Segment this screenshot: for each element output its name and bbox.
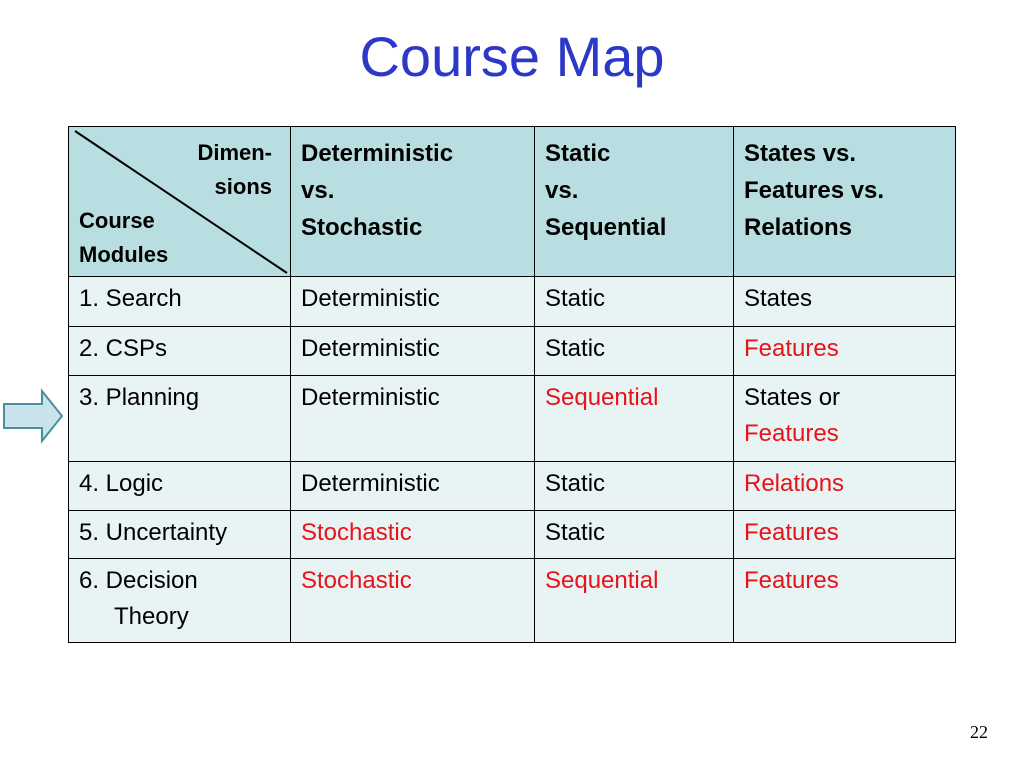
table-row	[69, 277, 956, 327]
representation-cell: Features	[734, 327, 956, 376]
module-cell: 4. Logic	[69, 462, 291, 511]
representation-cell: Features	[734, 511, 956, 559]
column-header-sequentiality: Static vs. Sequential	[535, 127, 734, 277]
module-cell: 6. Decision Theory	[69, 559, 291, 643]
determinism-cell: Stochastic	[291, 559, 535, 643]
course-map-table	[68, 126, 956, 643]
determinism-cell: Deterministic	[291, 327, 535, 376]
table-header-row	[69, 127, 956, 277]
dimensions-label: sions	[214, 174, 272, 199]
module-cell: 2. CSPs	[69, 327, 291, 376]
determinism-cell: Deterministic	[291, 376, 535, 462]
sequentiality-cell: Static	[535, 277, 734, 327]
table-row	[69, 376, 956, 462]
module-cell: 1. Search	[69, 277, 291, 327]
determinism-cell: Deterministic	[291, 462, 535, 511]
sequentiality-cell: Sequential	[535, 376, 734, 462]
modules-label: Course	[79, 208, 155, 233]
column-header-representation: States vs. Features vs. Relations	[734, 127, 956, 277]
column-header-determinism: Deterministic vs. Stochastic	[291, 127, 535, 277]
page-title: Course Map	[359, 25, 665, 88]
determinism-cell: Stochastic	[291, 511, 535, 559]
page-number: 22	[970, 722, 988, 742]
table-row	[69, 462, 956, 511]
right-arrow-icon	[2, 388, 64, 444]
representation-cell: States	[734, 277, 956, 327]
corner-header-cell	[69, 127, 291, 277]
determinism-cell: Deterministic	[291, 277, 535, 327]
sequentiality-cell: Static	[535, 511, 734, 559]
sequentiality-cell: Sequential	[535, 559, 734, 643]
dimensions-label: Dimen-	[197, 140, 272, 165]
modules-label: Modules	[79, 242, 169, 267]
table-row	[69, 559, 956, 643]
sequentiality-cell: Static	[535, 327, 734, 376]
module-cell: 5. Uncertainty	[69, 511, 291, 559]
representation-cell: Features	[734, 559, 956, 643]
module-cell: 3. Planning	[69, 376, 291, 462]
table-row	[69, 511, 956, 559]
table-row	[69, 327, 956, 376]
representation-cell: Relations	[734, 462, 956, 511]
sequentiality-cell: Static	[535, 462, 734, 511]
representation-cell: States or Features	[734, 376, 956, 462]
